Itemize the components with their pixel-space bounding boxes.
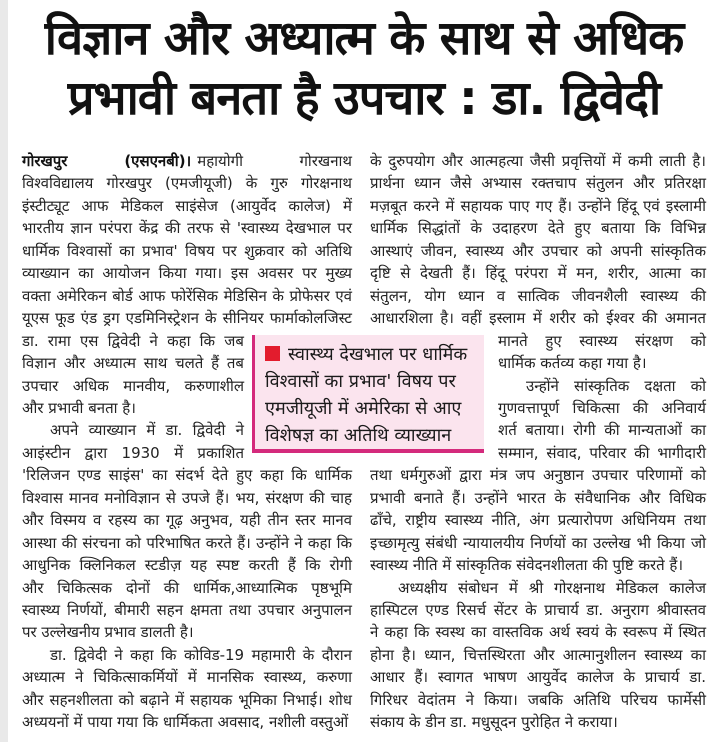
text-line: और विस्मय व रहस्य का गूढ़ अनुभव, यही तीन स्तर मानव [22, 511, 352, 530]
text-line: आस्था की संरचना को परिभाषित करते हैं। उन्होंने ने कहा कि [22, 533, 352, 552]
text-line: के दुरुपयोग और आत्महत्या जैसी प्रवृत्तियों में कमी लाती है। [370, 152, 706, 170]
highlight-line: एमजीयूजी में अमेरिका से आए [265, 398, 462, 419]
text-line: धार्मिक विश्वासों का प्रभाव' विषय पर शुक्रवार को अतिथि [22, 241, 352, 260]
highlight-box [252, 335, 484, 453]
text-line: मज़बूत करने में सहायक पाए गए हैं। उन्होंने हिंदू एवं इस्लामी [370, 196, 706, 215]
text-line: विज्ञान और अध्यात्म साथ चलते हैं तब [22, 354, 244, 373]
text-line: व्याख्यान का आयोजन किया गया। इस अवसर पर मुख्य [22, 264, 352, 283]
text-line: भारतीय ज्ञान परंपरा केंद्र की तरफ से 'स्वास्थ्य देखभाल पर [22, 219, 352, 238]
text-line: डा. रामा एस द्विवेदी ने कहा कि जब [22, 331, 244, 350]
text-line: गोरखपुर (एसएनबी)। महायोगी गोरखनाथ [22, 152, 352, 170]
text-line: प्रार्थना ध्यान जैसे अभ्यास रक्तचाप संतुलन और प्रतिरक्षा [370, 174, 706, 193]
text-line: विश्वविद्यालय गोरखपुर (एमजीयूजी) के गुरु गोरक्षनाथ [22, 174, 352, 193]
text-line: आस्थाएं जीवन, स्वास्थ्य और उपचार को अपनी सांस्कृतिक [370, 241, 706, 260]
text-line: और सहनशीलता को बढ़ाने में सहायक भूमिका निभाई। शोध [22, 690, 352, 709]
red-square-icon [265, 346, 280, 361]
text-line: हास्पिटल एण्ड रिसर्च सेंटर के प्राचार्य डा. अनुराग श्रीवास्तव [370, 601, 706, 619]
text-line: शर्त बताया। रोगी की मान्यताओं का [498, 421, 706, 440]
text-line: होना है। ध्यान, चित्तस्थिरता और आत्मानुशीलन स्वास्थ्य का [370, 645, 706, 664]
headline-line-2: प्रभावी बनता है उपचार : डा. द्विवेदी [67, 71, 661, 126]
text-line: अपने व्याख्यान में डा. द्विवेदी ने [50, 421, 244, 440]
text-line: धार्मिक सिद्धांतों के उदाहरण देते हुए बताया कि विभिन्न [370, 219, 706, 238]
text-line: संतुलन, योग ध्यान व सात्विक जीवनशैली स्वास्थ्य की [370, 286, 706, 305]
page-edge [0, 0, 8, 742]
text-line: स्वास्थ्य निर्णयों, बीमारी सहन क्षमता तथा उपचार अनुपालन [22, 601, 352, 619]
text-line: गुणवत्तापूर्ण चिकित्सा की अनिवार्य [498, 398, 706, 417]
text-line: स्वास्थ्य नीति में सांस्कृतिक संवेदनशीलता की पुष्टि करते हैं। [370, 556, 684, 575]
text-line: इंस्टीट्यूट आफ मेडिकल साइंसेज (आयुर्वेद कालेज) में [22, 196, 352, 215]
text-line: आधारशिला है। वहीं इस्लाम में शरीर को ईश्वर की अमानत [370, 309, 706, 328]
text-line: अध्यात्म ने चिकित्साकर्मियों में मानसिक स्वास्थ्य, करुणा [22, 668, 352, 687]
text-line: तथा धर्मगुरुओं द्वारा मंत्र जप अनुष्ठान उपचार परिणामों को [370, 466, 706, 485]
text-line: अध्यक्षीय संबोधन में श्री गोरक्षनाथ मेडिकल कालेज [398, 578, 706, 597]
text-line: दृष्टि से देखती हैं। हिंदू परंपरा में मन, शरीर, आत्मा का [370, 264, 706, 283]
dateline: गोरखपुर (एसएनबी)। [22, 152, 192, 170]
text-line: उपचार अधिक मानवीय, करुणाशील [22, 376, 244, 395]
text-line: ने कहा कि स्वस्थ का वास्तविक अर्थ स्वयं के स्वरूप में स्थित [370, 623, 706, 642]
text-line: ढाँचे, राष्ट्रीय स्वास्थ्य नीति, अंग प्रत्यारोपण अधिनियम तथा [370, 511, 706, 530]
text-line: सम्मान, संवाद, परिवार की भागीदारी [498, 443, 706, 462]
text-line: 'रिलिजन एण्ड साइंस' का संदर्भ देते हुए कहा कि धार्मिक [22, 466, 352, 485]
text-line: आइंस्टीन द्वारा 1930 में प्रकाशित [22, 443, 244, 462]
text-line: विश्वास मानव मनोविज्ञान से उपजे हैं। भय, संरक्षण की चाह [22, 488, 352, 507]
text-line: यूएस फूड एंड ड्रग एडमिनिस्ट्रेशन के सीनियर फार्माकोलजिस्ट [22, 309, 352, 328]
text-line: उन्होंने सांस्कृतिक दक्षता को [526, 376, 706, 395]
text-line: आधुनिक क्लिनिकल स्टडीज़ यह स्पष्ट करती हैं कि रोगी [22, 556, 352, 575]
headline-line-1: विज्ञान और अध्यात्म के साथ से अधिक [44, 11, 684, 66]
text-line: डा. द्विवेदी ने कहा कि कोविड-19 महामारी के दौरान [50, 645, 352, 664]
text-line: मानते हुए स्वास्थ्य संरक्षण को [498, 331, 706, 350]
text-line: आधार हैं। स्वागत भाषण आयुर्वेद कालेज के प्राचार्य डा. [370, 668, 706, 687]
text-line: संकाय के डीन डा. मधुसूदन पुरोहित ने कराया। [370, 713, 618, 732]
text-line: पर उल्लेखनीय प्रभाव डालती है। [22, 623, 194, 642]
highlight-line: स्वास्थ्य देखभाल पर धार्मिक [288, 344, 468, 365]
text-line: गिरिधर वेदांतम ने किया। जबकि अतिथि परिचय फार्मेसी [370, 690, 706, 709]
highlight-line: विशेषज्ञ का अतिथि व्याख्यान [265, 425, 452, 446]
text-line: वक्ता अमेरिकन बोर्ड आफ फोरेंसिक मेडिसिन के प्रोफेसर एवं [22, 286, 352, 305]
text-line: इच्छामृत्यु संबंधी न्यायालयीय निर्णयों का उल्लेख भी किया जो [370, 533, 706, 552]
text-line: धार्मिक कर्तव्य कहा गया है। [498, 354, 647, 373]
text-line: और चिकित्सक दोनों की धार्मिक,आध्यात्मिक पृष्ठभूमि [22, 578, 352, 597]
text-line: अध्ययनों में पाया गया कि धार्मिकता अवसाद, नशीली वस्तुओं [22, 713, 349, 732]
highlight-line: विश्वासों का प्रभाव' विषय पर [265, 371, 456, 392]
text-line: प्रभावी बनाते हैं। उन्होंने भारत के संवैधानिक और विधिक [370, 488, 706, 507]
text-line: और प्रभावी बनता है। [22, 398, 136, 417]
